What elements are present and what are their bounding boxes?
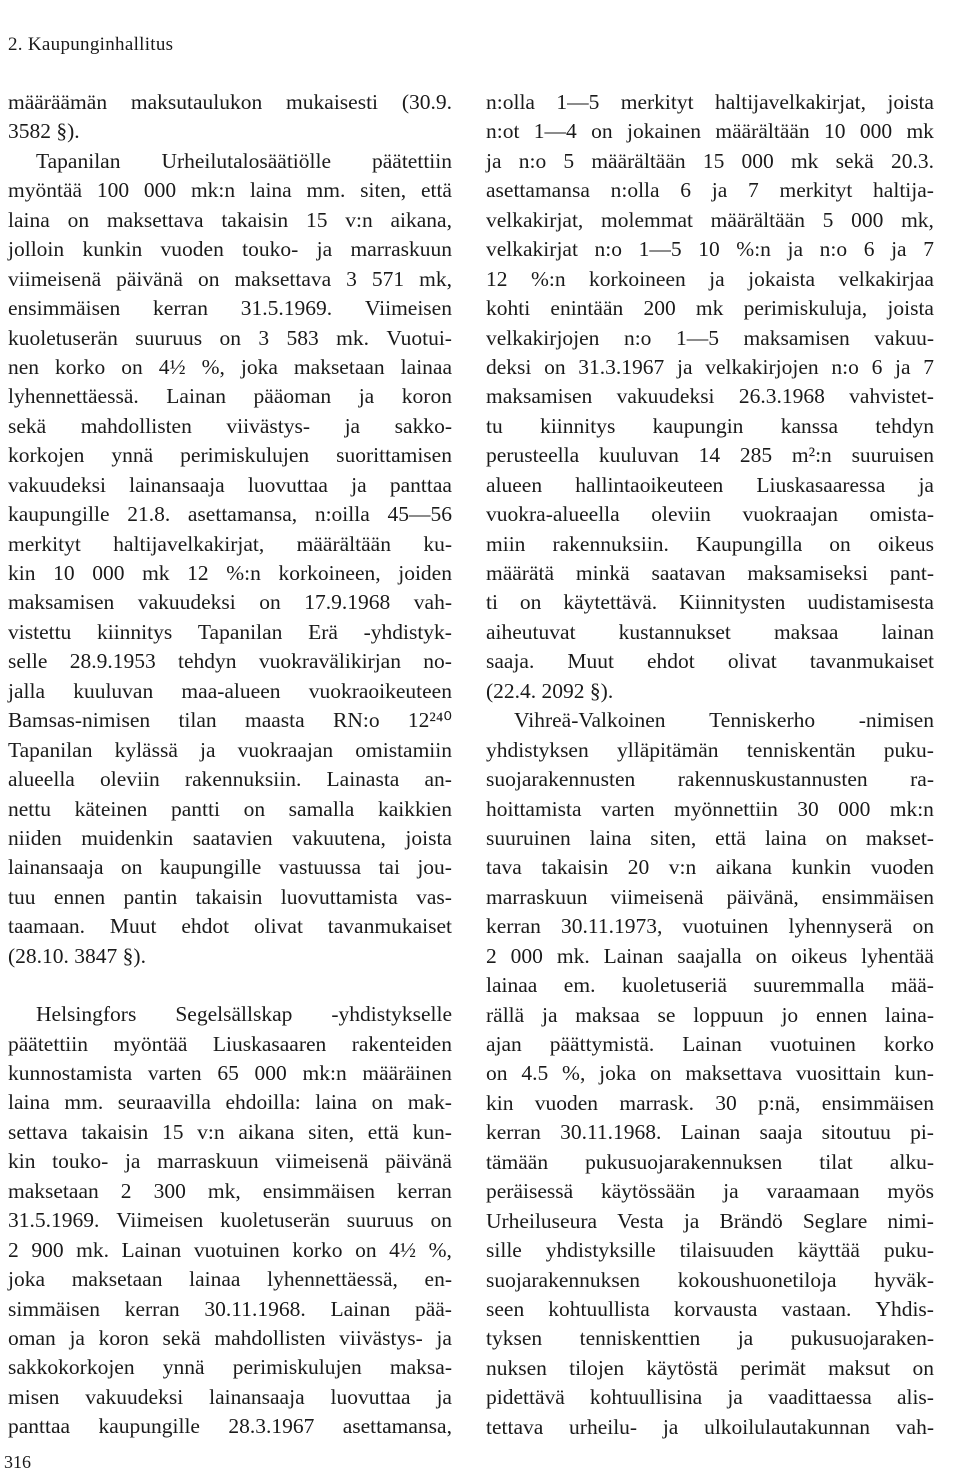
- text-line: Helsingfors Segelsällskap -yhdistykselle: [36, 1002, 452, 1027]
- text-line: sille yhdistyksille tilaisuuden käyttää puku-: [486, 1238, 934, 1263]
- text-line: myöntää 100 000 mk:n laina mm. siten, että: [8, 178, 452, 203]
- text-line: 3582 §).: [8, 119, 80, 144]
- text-line: Urheiluseura Vesta ja Brändö Seglare nimi-: [486, 1208, 934, 1233]
- text-line: misen vakuudeksi lainansaaja luovuttaa ja: [8, 1384, 452, 1409]
- text-line: asettamansa n:olla 6 ja 7 merkityt haltija-: [486, 178, 934, 203]
- text-line: n:ot 1—4 on jokainen määrältään 10 000 mk: [486, 119, 934, 144]
- text-line: nettu käteinen pantti on samalla kaikkien: [8, 796, 452, 821]
- text-line: kohti enintään 200 mk perimiskuluja, joista: [486, 296, 934, 321]
- text-line: sekä mahdollisten viivästys- ja sakko-: [8, 413, 452, 438]
- text-line: settava takaisin 15 v:n aikana siten, että kun-: [8, 1119, 452, 1144]
- text-line: lainaa em. kuoletuseriä suuremmalla mää-: [486, 973, 934, 998]
- text-line: suojarakennuksen kokoushuonetiloja hyväk-: [486, 1267, 934, 1292]
- page-number: 316: [4, 1452, 31, 1472]
- text-line: päätettiin myöntää Liuskasaaren rakenteiden: [8, 1031, 452, 1056]
- text-line: nuksen tilojen käytöstä perimät maksut on: [486, 1355, 934, 1380]
- text-line: korkojen ynnä perimiskulujen suorittamisen: [8, 443, 452, 468]
- text-line: ja n:o 5 määrältään 15 000 mk sekä 20.3.: [486, 148, 934, 173]
- text-line: kunnostamista varten 65 000 mk:n määräinen: [8, 1061, 452, 1085]
- text-line: sakkokorkojen ynnä perimiskulujen maksa-: [8, 1355, 452, 1380]
- text-line: lyhennettäessä. Lainan pääoman ja koron: [8, 384, 452, 409]
- text-line: maksamisen vakuudeksi on 17.9.1968 vah-: [8, 590, 452, 615]
- text-line: velkakirjojen n:o 1—5 maksamisen vakuu-: [486, 325, 934, 350]
- text-line: perusteella kuuluvan 14 285 m²:n suuruisen: [486, 443, 934, 468]
- text-line: määräämän maksutaulukon mukaisesti (30.9.: [8, 90, 452, 114]
- text-line: Tapanilan Urheilutalosäätiölle päätettiin: [36, 148, 452, 173]
- text-line: joka maksetaan lainaa lyhennettäessä, en-: [8, 1267, 452, 1292]
- text-line: velkakirjat, molemmat määrältään 5 000 mk,: [486, 207, 934, 232]
- text-line: lainansaaja on kaupungille vastuussa tai jou-: [8, 855, 452, 880]
- text-line: vuokra-alueella oleviin vuokraajan omista-: [486, 502, 934, 527]
- text-line: vakuudeksi lainansaaja luovuttaa ja panttaa: [8, 472, 452, 497]
- text-line: ensimmäisen kerran 31.5.1969. Viimeisen: [8, 296, 452, 321]
- text-line: tettava urheilu- ja ulkoilulautakunnan vah-: [486, 1414, 934, 1439]
- text-line: viimeisenä päivänä on maksettava 3 571 mk,: [8, 266, 452, 291]
- left-column: [8, 88, 452, 1442]
- text-line: ajan päättymistä. Lainan vuotuinen korko: [486, 1032, 934, 1056]
- text-line: 2 000 mk. Lainan saajalla on oikeus lyhentää: [486, 943, 934, 968]
- text-line: kin touko- ja marraskuun viimeisenä päivänä: [8, 1149, 452, 1174]
- text-line: yhdistyksen ylläpitämän tenniskentän puku-: [486, 737, 934, 762]
- text-line: maksamisen vakuudeksi 26.3.1968 vahvistet-: [486, 384, 934, 409]
- text-line: n:olla 1—5 merkityt haltijavelkakirjat, joista: [486, 90, 934, 114]
- section-header: 2. Kaupunginhallitus: [8, 34, 174, 55]
- text-line: jalla kuuluvan maa-alueen vuokraoikeuteen: [8, 678, 452, 703]
- text-line: pidettävä kohtuullisina ja vaadittaessa alis-: [486, 1385, 934, 1410]
- text-line: tyksen tenniskenttien ja pukusuojaraken-: [486, 1326, 934, 1351]
- text-line: oman ja koron sekä mahdollisten viivästys- ja: [8, 1325, 452, 1350]
- text-line: alueen hallintaoikeuteen Liuskasaaressa ja: [486, 472, 934, 497]
- text-line: kin 10 000 mk 12 %:n korkoineen, joiden: [8, 561, 452, 585]
- text-line: Tapanilan kylässä ja vuokraajan omistamiin: [8, 737, 452, 762]
- text-line: ti on käytettävä. Kiinnitysten uudistamisesta: [486, 590, 934, 615]
- text-line: tu kiinnitys kaupungin kanssa tehdyn: [486, 413, 934, 438]
- text-line: tava takaisin 20 v:n aikana kunkin vuoden: [486, 855, 934, 880]
- text-line: hoittamista varten myönnettiin 30 000 mk:n: [486, 796, 934, 821]
- text-line: jolloin kunkin vuoden touko- ja marraskuun: [8, 237, 452, 262]
- text-line: (28.10. 3847 §).: [8, 943, 146, 968]
- text-line: (22.4. 2092 §).: [486, 678, 614, 703]
- text-line: kuoletuserän suuruus on 3 583 mk. Vuotui-: [8, 325, 452, 350]
- text-line: simmäisen kerran 30.11.1968. Lainan pää-: [8, 1296, 452, 1321]
- text-line: suojarakennusten rakennuskustannusten ra-: [486, 767, 934, 792]
- text-line: marraskuun viimeisenä päivänä, ensimmäisen: [486, 884, 934, 909]
- text-line: suuruinen laina siten, että laina on makset-: [486, 825, 934, 850]
- text-line: Vihreä-Valkoinen Tenniskerho -nimisen: [514, 708, 934, 733]
- text-line: saaja. Muut ehdot olivat tavanmukaiset: [486, 649, 934, 674]
- text-line: deksi on 31.3.1967 ja velkakirjojen n:o 6 ja 7: [486, 354, 934, 379]
- text-line: nen korko on 4½ %, joka maksetaan lainaa: [8, 354, 452, 379]
- text-line: laina mm. seuraavilla ehdoilla: laina on mak-: [8, 1090, 452, 1115]
- text-line: seen kohtuullista korvausta vastaan. Yhdis-: [486, 1296, 934, 1321]
- text-line: aiheutuvat kustannukset maksaa lainan: [486, 619, 934, 644]
- text-line: velkakirjat n:o 1—5 10 %:n ja n:o 6 ja 7: [486, 237, 934, 262]
- text-line: laina on maksettava takaisin 15 v:n aikana,: [8, 207, 452, 232]
- text-line: tämään pukusuojarakennuksen tilat alku-: [486, 1149, 934, 1174]
- text-line: selle 28.9.1953 tehdyn vuokravälikirjan no-: [8, 649, 452, 674]
- text-line: Bamsas-nimisen tilan maasta RN:o 12²⁴⁰: [8, 708, 452, 733]
- text-line: on 4.5 %, joka on maksettava vuosittain kun-: [486, 1061, 934, 1086]
- text-line: taamaan. Muut ehdot olivat tavanmukaiset: [8, 914, 452, 939]
- text-line: kerran 30.11.1973, vuotuinen lyhennyserä on: [486, 914, 934, 939]
- text-line: panttaa kaupungille 28.3.1967 asettamansa,: [8, 1414, 452, 1439]
- text-line: alueella oleviin rakennuksiin. Lainasta an-: [8, 767, 452, 792]
- text-line: rällä ja maksaa se loppuun jo ennen laina-: [486, 1002, 934, 1027]
- text-line: tuu ennen pantin takaisin luovuttamista vas-: [8, 884, 452, 909]
- text-line: niiden muidenkin saatavien vakuutena, joista: [8, 825, 452, 850]
- text-line: kin vuoden marrask. 30 p:nä, ensimmäisen: [486, 1090, 934, 1115]
- text-line: 31.5.1969. Viimeisen kuoletuserän suuruus on: [8, 1208, 452, 1233]
- right-column: [486, 88, 934, 1442]
- text-line: miin rakennuksiin. Kaupungilla on oikeus: [486, 531, 934, 556]
- text-line: peräisessä käytössään ja varaamaan myös: [486, 1179, 934, 1204]
- text-line: 2 900 mk. Lainan vuotuinen korko on 4½ %,: [8, 1237, 452, 1262]
- text-line: vistettu kiinnitys Tapanilan Erä -yhdistyk-: [8, 619, 452, 644]
- text-line: merkityt haltijavelkakirjat, määrältään ku-: [8, 531, 452, 556]
- text-line: maksetaan 2 300 mk, ensimmäisen kerran: [8, 1178, 452, 1203]
- text-line: kerran 30.11.1968. Lainan saaja sitoutuu pi-: [486, 1120, 934, 1145]
- text-line: määrätä minkä saatavan maksamiseksi pant-: [486, 561, 934, 585]
- text-line: kaupungille 21.8. asettamansa, n:oilla 45—56: [8, 502, 452, 527]
- text-line: 12 %:n korkoineen ja jokaista velkakirjaa: [486, 266, 934, 291]
